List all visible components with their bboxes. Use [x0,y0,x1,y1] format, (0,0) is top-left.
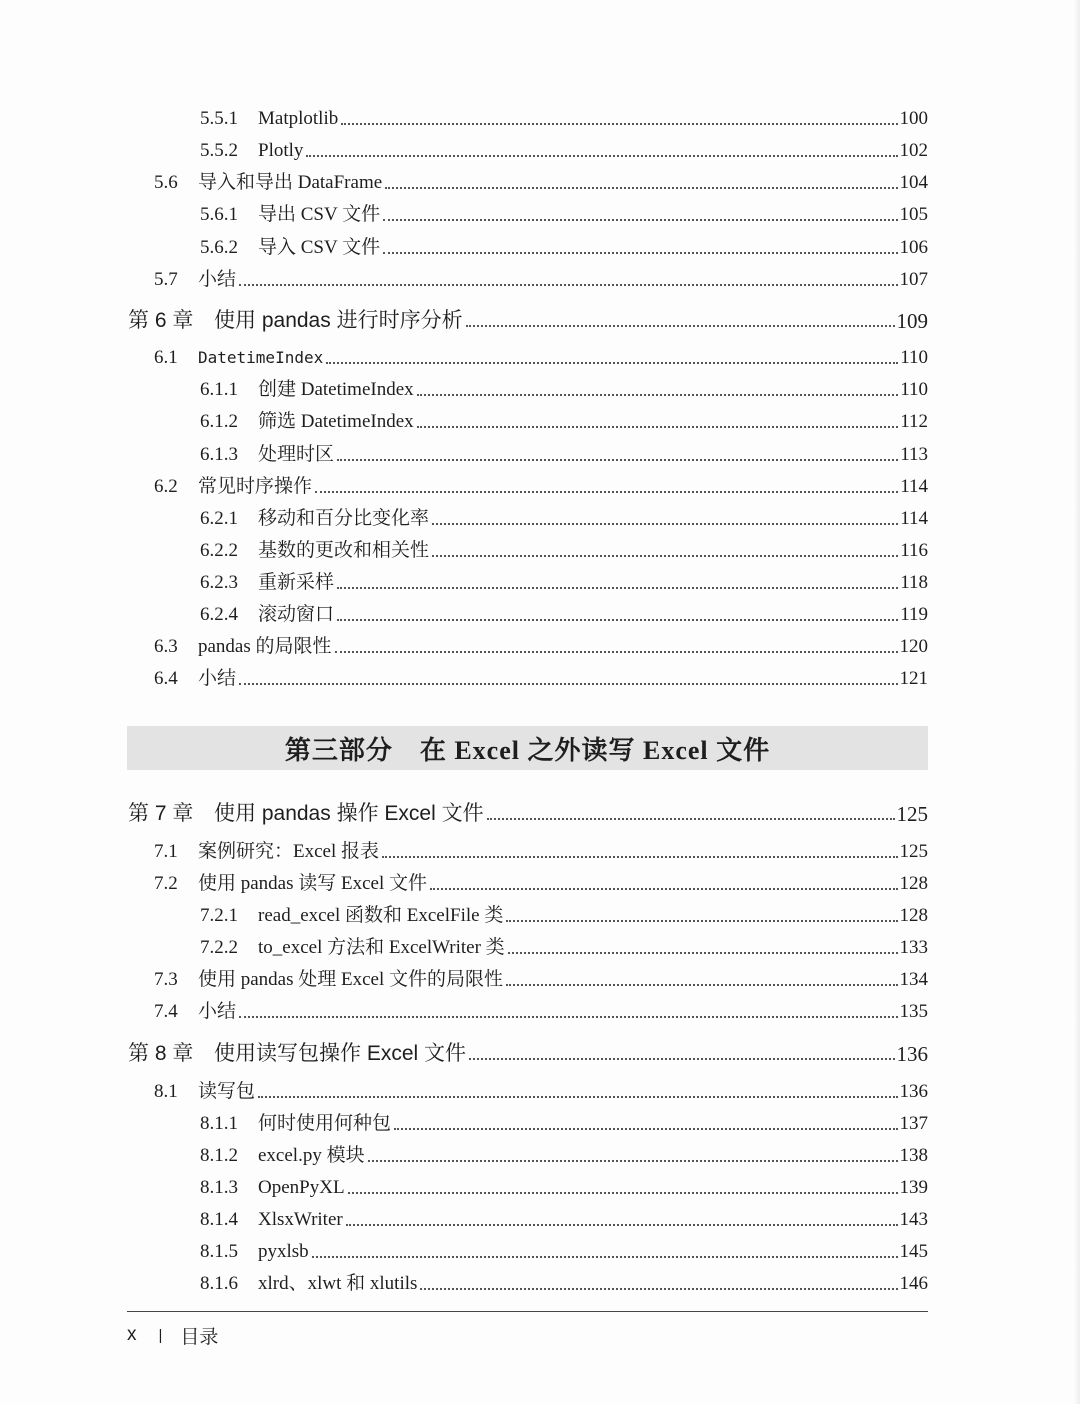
toc-entry-number: 5.5.2 [200,140,238,161]
toc-entry-title: 使用 pandas 处理 Excel 文件的局限性 [198,969,504,990]
toc-entry [200,436,928,466]
toc-entry-number: 6.3 [154,636,178,657]
toc-entry-number: 6.1.1 [200,379,238,400]
toc-entry-number: 8.1.5 [200,1241,238,1262]
toc-entry-title: 筛选 DatetimeIndex [258,411,414,432]
toc-entry-number: 6.2 [154,476,178,497]
toc-entry-page: 112 [900,411,928,432]
toc-entry [154,261,928,291]
toc-entry-title: 何时使用何种包 [258,1113,392,1134]
toc-entry [154,993,928,1023]
toc-entry-title: 导出 CSV 文件 [258,204,381,225]
toc-entry [200,132,928,162]
toc-entry-page: 136 [899,1081,928,1102]
toc-entry-number: 5.6.1 [200,204,238,225]
toc-entry-number: 8.1 [154,1081,178,1102]
toc-dot-leader [394,1128,897,1130]
toc-entry-title: 读写包 [198,1081,256,1102]
toc-dot-leader [383,252,897,254]
toc-entry [154,164,928,194]
toc-entry [154,1073,928,1103]
toc-entry-title: 使用 pandas 进行时序分析 [214,309,463,332]
toc-entry-title: 基数的更改和相关性 [258,540,430,561]
toc-entry-title: 案例研究：Excel 报表 [198,841,380,862]
toc-entry [200,1137,928,1167]
toc-entry-number: 8.1.4 [200,1209,238,1230]
toc-entry-page: 145 [899,1241,928,1262]
toc-dot-leader [506,984,897,986]
toc-entry-page: 107 [899,269,928,290]
toc-entry-page: 116 [900,540,928,561]
toc-dot-leader [348,1192,898,1194]
toc-dot-leader [312,1256,898,1258]
toc-chapter-entry [128,795,928,825]
toc-entry [200,929,928,959]
toc-entry-title: OpenPyXL [258,1177,345,1198]
toc-entry-page: 113 [900,444,928,465]
toc-entry-number: 6.2.3 [200,572,238,593]
toc-entry-title: to_excel 方法和 ExcelWriter 类 [258,937,505,958]
toc-entry-page: 121 [899,668,928,689]
toc-entry-page: 136 [896,1042,928,1066]
toc-entry-page: 137 [899,1113,928,1134]
toc-entry-number: 6.4 [154,668,178,689]
toc-chapter-entry [128,302,928,332]
toc-entry-page: 105 [899,204,928,225]
toc-entry [200,596,928,626]
toc-entry-page: 125 [899,841,928,862]
toc-entry-page: 109 [896,309,928,333]
toc-entry-page: 118 [900,572,928,593]
toc-entry-title: 滚动窗口 [258,604,335,625]
toc-entry-number: 5.7 [154,269,178,290]
toc-entry-number: 第 6 章 [128,309,194,332]
toc-entry-number: 7.3 [154,969,178,990]
toc-entry [200,403,928,433]
toc-entry-title: 移动和百分比变化率 [258,508,430,529]
toc-entry-page: 119 [900,604,928,625]
toc-entry-page: 139 [899,1177,928,1198]
toc-dot-leader [337,459,898,461]
toc-dot-leader [420,1288,897,1290]
toc-entry-page: 114 [900,508,928,529]
toc-dot-leader [508,952,898,954]
toc-entry [200,100,928,130]
toc-entry-page: 102 [899,140,928,161]
toc-entry-title: 常见时序操作 [198,476,313,497]
toc-entry [154,865,928,895]
toc-entry-page: 143 [899,1209,928,1230]
toc-entry-number: 7.1 [154,841,178,862]
toc-dot-leader [239,683,897,685]
toc-dot-leader [306,155,897,157]
toc-entry-page: 100 [899,108,928,129]
toc-dot-leader [337,587,898,589]
toc-entry-page: 135 [899,1001,928,1022]
toc-dot-leader [430,888,897,890]
toc-dot-leader [432,523,898,525]
toc-entry [200,229,928,259]
toc-entry-title: read_excel 函数和 ExcelFile 类 [258,905,504,926]
toc-entry [200,897,928,927]
toc-dot-leader [466,325,895,327]
toc-entry-number: 6.1 [154,347,178,368]
toc-dot-leader [239,1016,897,1018]
toc-entry [154,961,928,991]
toc-entry-number: 8.1.1 [200,1113,238,1134]
toc-entry [200,1233,928,1263]
toc-entry [200,1265,928,1295]
toc-entry [200,196,928,226]
toc-entry-page: 133 [899,937,928,958]
toc-entry [200,1201,928,1231]
toc-entry [200,564,928,594]
toc-entry-title: 使用 pandas 操作 Excel 文件 [214,802,484,825]
toc-entry-page: 114 [900,476,928,497]
toc-entry-title: Plotly [258,140,304,161]
footer-page-number: x [127,1324,137,1345]
toc-entry-page: 125 [896,802,928,826]
toc-entry-number: 5.6.2 [200,237,238,258]
toc-dot-leader [315,491,898,493]
toc-entry-number: 7.4 [154,1001,178,1022]
part-three-title: 第三部分 在 Excel 之外读写 Excel 文件 [284,735,771,765]
toc-entry-page: 138 [899,1145,928,1166]
toc-entry-number: 6.1.3 [200,444,238,465]
toc-entry [200,371,928,401]
toc-entry [200,500,928,530]
toc-dot-leader [382,856,897,858]
toc-entry-title: 导入 CSV 文件 [258,237,381,258]
page-edge-shadow [1074,0,1080,1404]
toc-entry-title: pyxlsb [258,1241,309,1262]
toc-entry-number: 6.1.2 [200,411,238,432]
toc-entry-page: 120 [899,636,928,657]
toc-entry-number: 7.2.2 [200,937,238,958]
toc-entry-page: 104 [899,172,928,193]
toc-dot-leader [258,1096,897,1098]
toc-entry [154,660,928,690]
toc-dot-leader [326,362,898,364]
toc-entry-page: 146 [899,1273,928,1294]
footer-rule [127,1311,928,1312]
toc-entry-title: 导入和导出 DataFrame [198,172,383,193]
toc-entry-title: XlsxWriter [258,1209,343,1230]
toc-entry-title: 使用 pandas 读写 Excel 文件 [198,873,428,894]
part-three-banner [127,726,928,770]
toc-entry-title: 重新采样 [258,572,335,593]
toc-entry-number: 6.2.2 [200,540,238,561]
toc-entry [200,1105,928,1135]
toc-entry-title: pandas 的局限性 [198,636,332,657]
toc-entry-page: 128 [899,905,928,926]
toc-entry-number: 5.5.1 [200,108,238,129]
toc-dot-leader [487,818,895,820]
toc-dot-leader [506,920,897,922]
toc-entry-page: 110 [900,347,928,368]
toc-entry-title: 小结 [198,668,237,689]
toc-entry-number: 7.2 [154,873,178,894]
toc-entry-title: 小结 [198,269,237,290]
footer-separator: | [158,1326,163,1344]
toc-entry-number: 8.1.3 [200,1177,238,1198]
toc-entry-title: xlrd、xlwt 和 xlutils [258,1273,418,1294]
toc-entry [200,532,928,562]
toc-entry-number: 6.2.4 [200,604,238,625]
toc-entry-number: 第 7 章 [128,802,194,825]
toc-entry-page: 106 [899,237,928,258]
toc-entry-title: 处理时区 [258,444,335,465]
toc-entry [154,833,928,863]
toc-dot-leader [239,284,897,286]
toc-entry-number: 8.1.2 [200,1145,238,1166]
toc-entry [200,1169,928,1199]
toc-dot-leader [383,219,897,221]
toc-dot-leader [417,394,899,396]
toc-dot-leader [337,619,898,621]
toc-entry-title: excel.py 模块 [258,1145,365,1166]
toc-entry-number: 6.2.1 [200,508,238,529]
toc-entry-number: 第 8 章 [128,1042,194,1065]
toc-entry [154,339,928,369]
toc-entry-number: 7.2.1 [200,905,238,926]
toc-entry-number: 5.6 [154,172,178,193]
toc-dot-leader [341,123,897,125]
toc-entry-title: 使用读写包操作 Excel 文件 [214,1042,467,1065]
toc-entry-page: 134 [899,969,928,990]
toc-dot-leader [469,1058,894,1060]
toc-chapter-entry [128,1035,928,1065]
toc-dot-leader [432,555,898,557]
toc-entry-title: 小结 [198,1001,237,1022]
toc-entry-page: 128 [899,873,928,894]
toc-dot-leader [335,651,898,653]
toc-entry-title: Matplotlib [258,108,339,129]
toc-dot-leader [417,426,899,428]
footer-section-title: 目录 [180,1326,219,1348]
toc-entry-number: 8.1.6 [200,1273,238,1294]
toc-entry [154,468,928,498]
toc-entry-page: 110 [900,379,928,400]
toc-entry [154,628,928,658]
page-footer [127,1322,218,1348]
toc-dot-leader [346,1224,898,1226]
toc-entry-title: DatetimeIndex [198,348,324,367]
toc-dot-leader [368,1160,898,1162]
toc-entry-title: 创建 DatetimeIndex [258,379,414,400]
toc-dot-leader [385,187,897,189]
